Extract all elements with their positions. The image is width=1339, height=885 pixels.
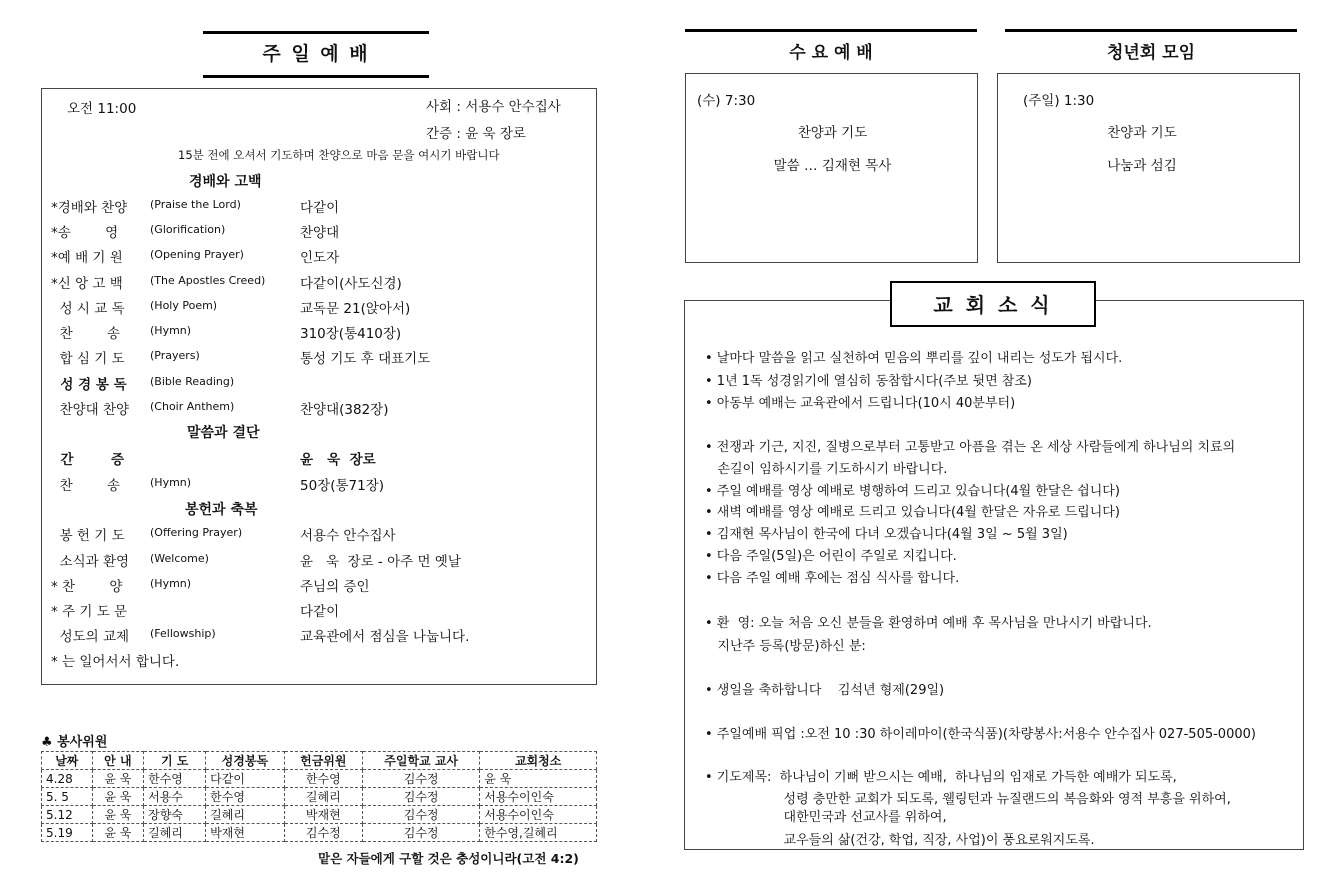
header-cell: 기 도 bbox=[144, 752, 206, 770]
news-item: 성령 충만한 교회가 되도록, 웰링턴과 뉴질랜드의 복음화와 영적 부흥을 위하여, bbox=[705, 792, 1231, 807]
order-item-name: *신 앙 고 백 bbox=[51, 276, 123, 292]
order-item-value: 다같이(사도신경) bbox=[300, 276, 402, 292]
header-cell: 주일학교 교사 bbox=[363, 752, 480, 770]
service-testimony-speaker: 간증 : 윤 욱 장로 bbox=[426, 126, 526, 142]
order-item-value: 찬양대(382장) bbox=[300, 402, 389, 418]
news-item: • 김재현 목사님이 한국에 다녀 오겠습니다(4월 3일 ~ 5월 3일) bbox=[705, 527, 1068, 542]
order-item-name: *예 배 기 원 bbox=[51, 250, 123, 266]
service-host: 사회 : 서용수 안수집사 bbox=[426, 99, 561, 115]
order-item-english: (Opening Prayer) bbox=[150, 248, 244, 261]
news-item: • 주일예배 픽업 :오전 10 :30 하이레마이(한국식품)(차량봉사:서용수 안수집사 027-505-0000) bbox=[705, 727, 1256, 742]
order-item-english: (Hymn) bbox=[150, 324, 192, 337]
order-item-name: 찬 송 bbox=[51, 326, 120, 342]
order-item-name: 성도의 교제 bbox=[51, 629, 130, 645]
order-item-name: 봉 헌 기 도 bbox=[51, 528, 125, 544]
table-cell: 김수정 bbox=[363, 806, 480, 824]
news-item: • 전쟁과 기근, 지진, 질병으로부터 고통받고 아픔을 겪는 온 세상 사람들에게 하나님의 치료의 bbox=[705, 440, 1236, 455]
order-item-name: *송 영 bbox=[51, 225, 119, 241]
order-item-english: (Choir Anthem) bbox=[150, 400, 235, 413]
table-cell: 한수영 bbox=[284, 770, 362, 788]
header-cell: 성경봉독 bbox=[206, 752, 284, 770]
service-time: 오전 11:00 bbox=[67, 101, 137, 117]
order-item-name: 찬양대 찬양 bbox=[51, 402, 130, 418]
wednesday-box bbox=[685, 73, 978, 263]
news-item: • 1년 1독 성경읽기에 열심히 동참합시다(주보 뒷면 참조) bbox=[705, 374, 1032, 389]
table-row bbox=[42, 788, 597, 806]
order-item-english: (Prayers) bbox=[150, 349, 200, 362]
volunteers-title: ♣ 봉사위원 bbox=[41, 735, 108, 750]
table-cell: 한수영,길혜리 bbox=[480, 824, 597, 842]
news-item: • 생일을 축하합니다 김석년 형제(29일) bbox=[705, 683, 945, 698]
order-item-english: (Hymn) bbox=[150, 577, 192, 590]
table-cell: 길혜리 bbox=[284, 788, 362, 806]
table-cell: 5. 5 bbox=[42, 788, 93, 806]
order-item-english: (Fellowship) bbox=[150, 627, 216, 640]
news-item: • 날마다 말씀을 읽고 실천하여 믿음의 뿌리를 깊이 내리는 성도가 됩시다. bbox=[705, 351, 1123, 366]
order-item-english: (Bible Reading) bbox=[150, 375, 235, 388]
section-heading-offering: 봉헌과 축복 bbox=[185, 502, 258, 518]
volunteers-header-row bbox=[42, 752, 597, 770]
order-item-value: 교독문 21(앉아서) bbox=[300, 301, 411, 317]
order-item-value: 찬양대 bbox=[300, 225, 340, 241]
order-item-value: 다같이 bbox=[300, 200, 340, 216]
order-item-english: (Glorification) bbox=[150, 223, 226, 236]
table-cell: 서용수 bbox=[144, 788, 206, 806]
section-heading-worship: 경배와 고백 bbox=[189, 174, 262, 190]
order-item-name: * 찬 양 bbox=[51, 579, 123, 595]
order-item-name: 성 경 봉 독 bbox=[51, 377, 127, 393]
table-cell: 윤 욱 bbox=[92, 806, 144, 824]
table-cell: 길혜리 bbox=[206, 806, 284, 824]
order-item-name: *경배와 찬양 bbox=[51, 200, 128, 216]
bible-verse: 맡은 자들에게 구할 것은 충성이니라(고전 4:2) bbox=[318, 851, 579, 866]
order-item-name: 간 증 bbox=[51, 452, 125, 468]
order-item-value: 50장(통71장) bbox=[300, 478, 385, 494]
table-cell: 4.28 bbox=[42, 770, 93, 788]
volunteers-table bbox=[41, 751, 597, 842]
sunday-order-box bbox=[41, 88, 597, 685]
table-row bbox=[42, 824, 597, 842]
table-cell: 박재현 bbox=[206, 824, 284, 842]
table-cell: 김수정 bbox=[363, 788, 480, 806]
youth-line-2: 나눔과 섬김 bbox=[1107, 158, 1177, 174]
news-item: 지난주 등록(방문)하신 분: bbox=[705, 639, 866, 654]
table-cell: 서용수이인숙 bbox=[480, 788, 597, 806]
order-item-english: (Welcome) bbox=[150, 552, 209, 565]
wednesday-line-1: 찬양과 기도 bbox=[797, 125, 868, 141]
youth-line-1: 찬양과 기도 bbox=[1107, 125, 1177, 141]
wednesday-line-2: 말씀 … 김재현 목사 bbox=[773, 158, 892, 174]
order-item-value: 310장(통410장) bbox=[300, 326, 402, 342]
wednesday-title: 수 요 예 배 bbox=[685, 29, 977, 69]
order-item-name: 소식과 환영 bbox=[51, 554, 130, 570]
arrival-notice: 15분 전에 오셔서 기도하며 찬양으로 마음 문을 여시기 바랍니다 bbox=[178, 148, 500, 162]
table-cell: 김수정 bbox=[284, 824, 362, 842]
table-cell: 한수영 bbox=[144, 770, 206, 788]
news-item: • 다음 주일 예배 후에는 점심 식사를 합니다. bbox=[705, 571, 960, 586]
table-cell: 윤 욱 bbox=[480, 770, 597, 788]
table-cell: 5.19 bbox=[42, 824, 93, 842]
sunday-title: 주 일 예 배 bbox=[203, 31, 429, 78]
standing-footnote: * 는 일어서서 합니다. bbox=[51, 654, 180, 670]
order-item-value: 주님의 증인 bbox=[300, 579, 370, 595]
table-cell: 김수정 bbox=[363, 770, 480, 788]
table-cell: 윤 욱 bbox=[92, 770, 144, 788]
table-cell: 장향숙 bbox=[144, 806, 206, 824]
news-item: 교우들의 삶(건강, 학업, 직장, 사업)이 풍요로워지도록. bbox=[705, 833, 1095, 848]
table-row bbox=[42, 770, 597, 788]
youth-box bbox=[997, 73, 1300, 263]
header-cell: 안 내 bbox=[92, 752, 144, 770]
order-item-value: 다같이 bbox=[300, 604, 340, 620]
header-cell: 교회청소 bbox=[480, 752, 597, 770]
table-cell: 박재현 bbox=[284, 806, 362, 824]
wednesday-time: (수) 7:30 bbox=[697, 93, 756, 109]
news-item: • 새벽 예배를 영상 예배로 드리고 있습니다(4월 한달은 자유로 드립니다) bbox=[705, 505, 1120, 520]
news-item: 대한민국과 선교사를 위하여, bbox=[705, 810, 947, 825]
order-item-name: 합 심 기 도 bbox=[51, 351, 125, 367]
table-cell: 서용수이인숙 bbox=[480, 806, 597, 824]
header-cell: 날짜 bbox=[42, 752, 93, 770]
news-item: 손길이 임하시기를 기도하시기 바랍니다. bbox=[705, 462, 948, 477]
table-cell: 다같이 bbox=[206, 770, 284, 788]
order-item-english: (Praise the Lord) bbox=[150, 198, 241, 211]
table-cell: 윤 욱 bbox=[92, 824, 144, 842]
order-item-value: 윤 욱 장로 bbox=[300, 452, 376, 468]
order-item-value: 서용수 안수집사 bbox=[300, 528, 396, 544]
order-item-value: 통성 기도 후 대표기도 bbox=[300, 351, 431, 367]
order-item-name: * 주 기 도 문 bbox=[51, 604, 128, 620]
table-cell: 한수영 bbox=[206, 788, 284, 806]
table-cell: 길혜리 bbox=[144, 824, 206, 842]
news-item: • 주일 예배를 영상 예배로 병행하여 드리고 있습니다(4월 한달은 쉽니다) bbox=[705, 484, 1120, 499]
order-item-value: 윤 욱 장로 - 아주 먼 옛날 bbox=[300, 554, 461, 570]
order-item-english: (Holy Poem) bbox=[150, 299, 218, 312]
order-item-name: 찬 송 bbox=[51, 478, 120, 494]
table-cell: 5.12 bbox=[42, 806, 93, 824]
order-item-name: 성 시 교 독 bbox=[51, 301, 125, 317]
table-row bbox=[42, 806, 597, 824]
order-item-english: (Hymn) bbox=[150, 476, 192, 489]
news-item: • 다음 주일(5일)은 어린이 주일로 지킵니다. bbox=[705, 549, 957, 564]
table-cell: 윤 욱 bbox=[92, 788, 144, 806]
news-item: • 아동부 예배는 교육관에서 드립니다(10시 40분부터) bbox=[705, 396, 1016, 411]
order-item-english: (Offering Prayer) bbox=[150, 526, 243, 539]
youth-title: 청년회 모임 bbox=[1005, 29, 1297, 69]
order-item-english: (The Apostles Creed) bbox=[150, 274, 266, 287]
youth-time: (주일) 1:30 bbox=[1023, 93, 1095, 109]
section-heading-word: 말씀과 결단 bbox=[187, 425, 260, 441]
order-item-value: 인도자 bbox=[300, 250, 340, 266]
order-item-value: 교육관에서 점심을 나눕니다. bbox=[300, 629, 470, 645]
news-item: • 환 영: 오늘 처음 오신 분들을 환영하며 예배 후 목사님을 만나시기 바랍니다. bbox=[705, 616, 1152, 631]
news-item: • 기도제목: 하나님이 기뻐 받으시는 예배, 하나님의 임재로 가득한 예배가 되도록, bbox=[705, 770, 1177, 785]
header-cell: 헌금위원 bbox=[284, 752, 362, 770]
table-cell: 김수정 bbox=[363, 824, 480, 842]
news-title: 교 회 소 식 bbox=[890, 281, 1096, 327]
